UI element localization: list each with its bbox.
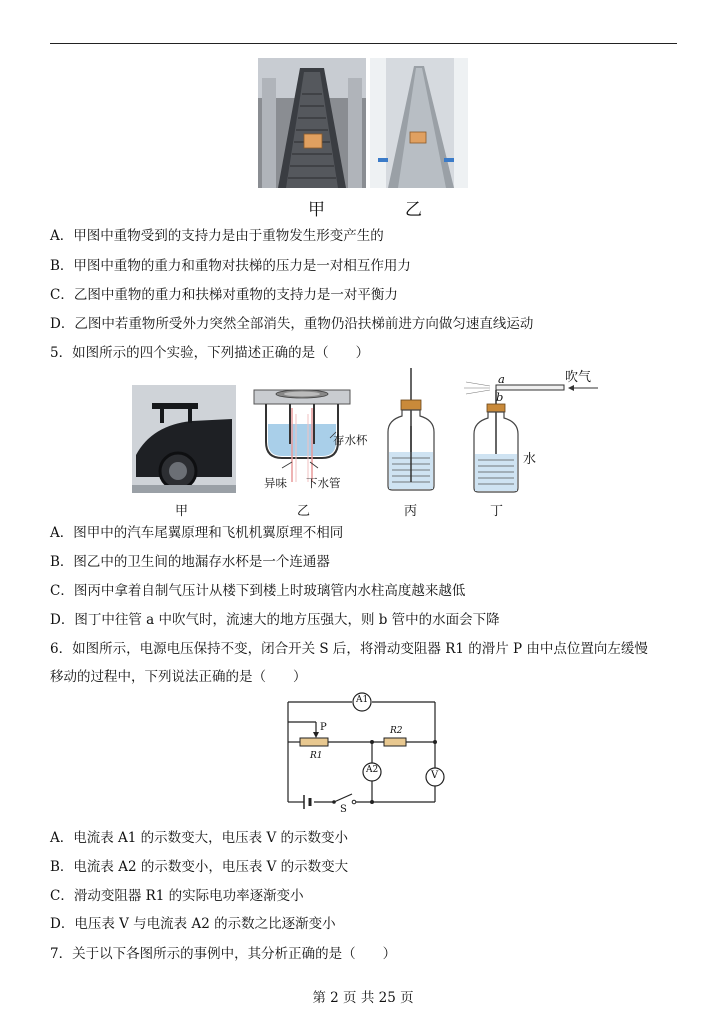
q5-option-a: A．图甲中的汽车尾翼原理和飞机机翼原理不相同 [50,525,344,541]
q7-stem: 7．关于以下各图所示的事例中，其分析正确的是（ ） [50,946,397,962]
q5-stem: 5．如图所示的四个实验，下列描述正确的是（ ） [50,345,370,361]
page-footer: 第 2 页 共 25 页 [312,990,414,1006]
barometer-bottle [384,366,438,492]
q5-caption-jia: 甲 [175,504,189,519]
q4-option-b: B．甲图中重物的重力和重物对扶梯的压力是一对相互作用力 [50,258,411,274]
resistor-r1-label: R1 [310,751,323,761]
q5-caption-bing: 丙 [404,504,418,519]
escalator-photo-jia [258,58,366,188]
q5-option-b: B．图乙中的卫生间的地漏存水杯是一个连通器 [50,554,330,570]
q6-stem-line2: 移动的过程中，下列说法正确的是（ ） [50,669,307,685]
tube-b-label: b [496,390,504,404]
blow-label: 吹气 [565,370,592,385]
q6-option-a: A．电流表 A1 的示数变大，电压表 V 的示数变小 [50,830,349,846]
ammeter-a2-label: A2 [366,765,379,775]
switch-s-label: S [340,804,347,815]
water-label: 水 [523,452,537,467]
blow-tube-bottle [460,366,600,494]
circuit-diagram [280,688,445,820]
escalator-figure [258,58,472,218]
q4-option-c: C．乙图中重物的重力和扶梯对重物的支持力是一对平衡力 [50,287,398,303]
escalator-photo-yi [370,58,468,188]
q6-option-d: D．电压表 V 与电流表 A2 的示数之比逐渐变小 [50,916,336,932]
q5-option-d: D．图丁中往管 a 中吹气时，流速大的地方压强大，则 b 管中的水面会下降 [50,612,500,628]
header-rule [50,43,677,44]
odor-label: 异味 [264,476,287,490]
q5-option-c: C．图丙中拿着自制气压计从楼下到楼上时玻璃管内水柱高度越来越低 [50,583,466,599]
q5-caption-ding: 丁 [490,504,504,519]
voltmeter-label: V [431,770,439,781]
q4-option-d: D．乙图中若重物所受外力突然全部消失，重物仍沿扶梯前进方向做匀速直线运动 [50,316,534,332]
q5-caption-yi: 乙 [297,504,311,519]
figure-caption-yi: 乙 [405,200,422,220]
resistor-r2-label: R2 [390,726,403,736]
q4-option-a: A．甲图中重物受到的支持力是由于重物发生形变产生的 [50,228,384,244]
figure-caption-jia: 甲 [308,200,325,220]
ammeter-a1-label: A1 [356,695,369,705]
drain-pipe-label: 下水管 [306,476,341,490]
q6-option-b: B．电流表 A2 的示数变小，电压表 V 的示数变大 [50,859,349,875]
tube-a-label: a [498,372,505,386]
q6-stem-line1: 6．如图所示，电源电压保持不变，闭合开关 S 后，将滑动变阻器 R1 的滑片 P 由中点位置向左缓慢 [50,641,648,657]
car-spoiler-image [132,385,236,493]
drain-cup-label: 存水杯 [333,433,368,447]
q6-option-c: C．滑动变阻器 R1 的实际电功率逐渐变小 [50,888,304,904]
slider-p-label: P [320,722,327,733]
